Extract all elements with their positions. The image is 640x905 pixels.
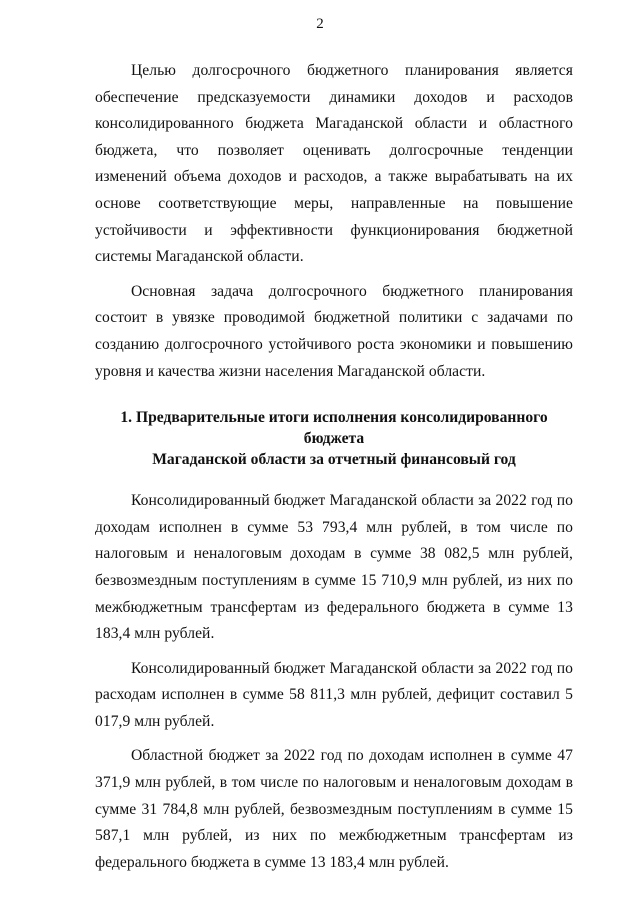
page-number: 2	[316, 16, 324, 32]
section-heading-line1: 1. Предварительные итоги исполнения консолидированного бюджета	[120, 409, 548, 448]
paragraph-intro-goal: Целью долгосрочного бюджетного планирования является обеспечение предсказуемости динамики доходов и расходов консолидированного бюджета Магаданской области и областного бюджета, что позволяет оценивать долгосрочные тенденции изменений объема доходов и расходов, а также вырабатывать на их основе соответствующие меры, направленные на повышение устойчивости и эффективности функционирования бюджетной системы Магаданской области.	[95, 62, 573, 266]
paragraph-regional-income: Областной бюджет за 2022 год по доходам исполнен в сумме 47 371,9 млн рублей, в том числе по налоговым и неналоговым доходам в сумме 31 784,8 млн рублей, безвозмездным поступлениям в сумме 15 587,1 млн рублей, из них по межбюджетным трансфертам из федерального бюджета в сумме 13 183,4 млн рублей.	[95, 747, 573, 871]
section-heading-line2: Магаданской области за отчетный финансовый год	[152, 451, 516, 469]
paragraph-intro-task: Основная задача долгосрочного бюджетного планирования состоит в увязке проводимой бюджетной политики с задачами по созданию долгосрочного устойчивого роста экономики и повышению уровня и качества жизни населения Магаданской области.	[95, 282, 573, 380]
section-heading	[95, 407, 573, 470]
paragraph-consolidated-income: Консолидированный бюджет Магаданской области за 2022 год по доходам исполнен в сумме 53 793,4 млн рублей, в том числе по налоговым и неналоговым доходам в сумме 38 082,5 млн рублей, безвозмездным поступлениям в сумме 15 710,9 млн рублей, из них по межбюджетным трансфертам из федерального бюджета в сумме 13 183,4 млн рублей.	[95, 492, 573, 643]
document-body	[95, 58, 573, 876]
paragraph-consolidated-expenses: Консолидированный бюджет Магаданской области за 2022 год по расходам исполнен в сумме 58 811,3 млн рублей, дефицит составил 5 017,9 млн рублей.	[95, 659, 573, 730]
